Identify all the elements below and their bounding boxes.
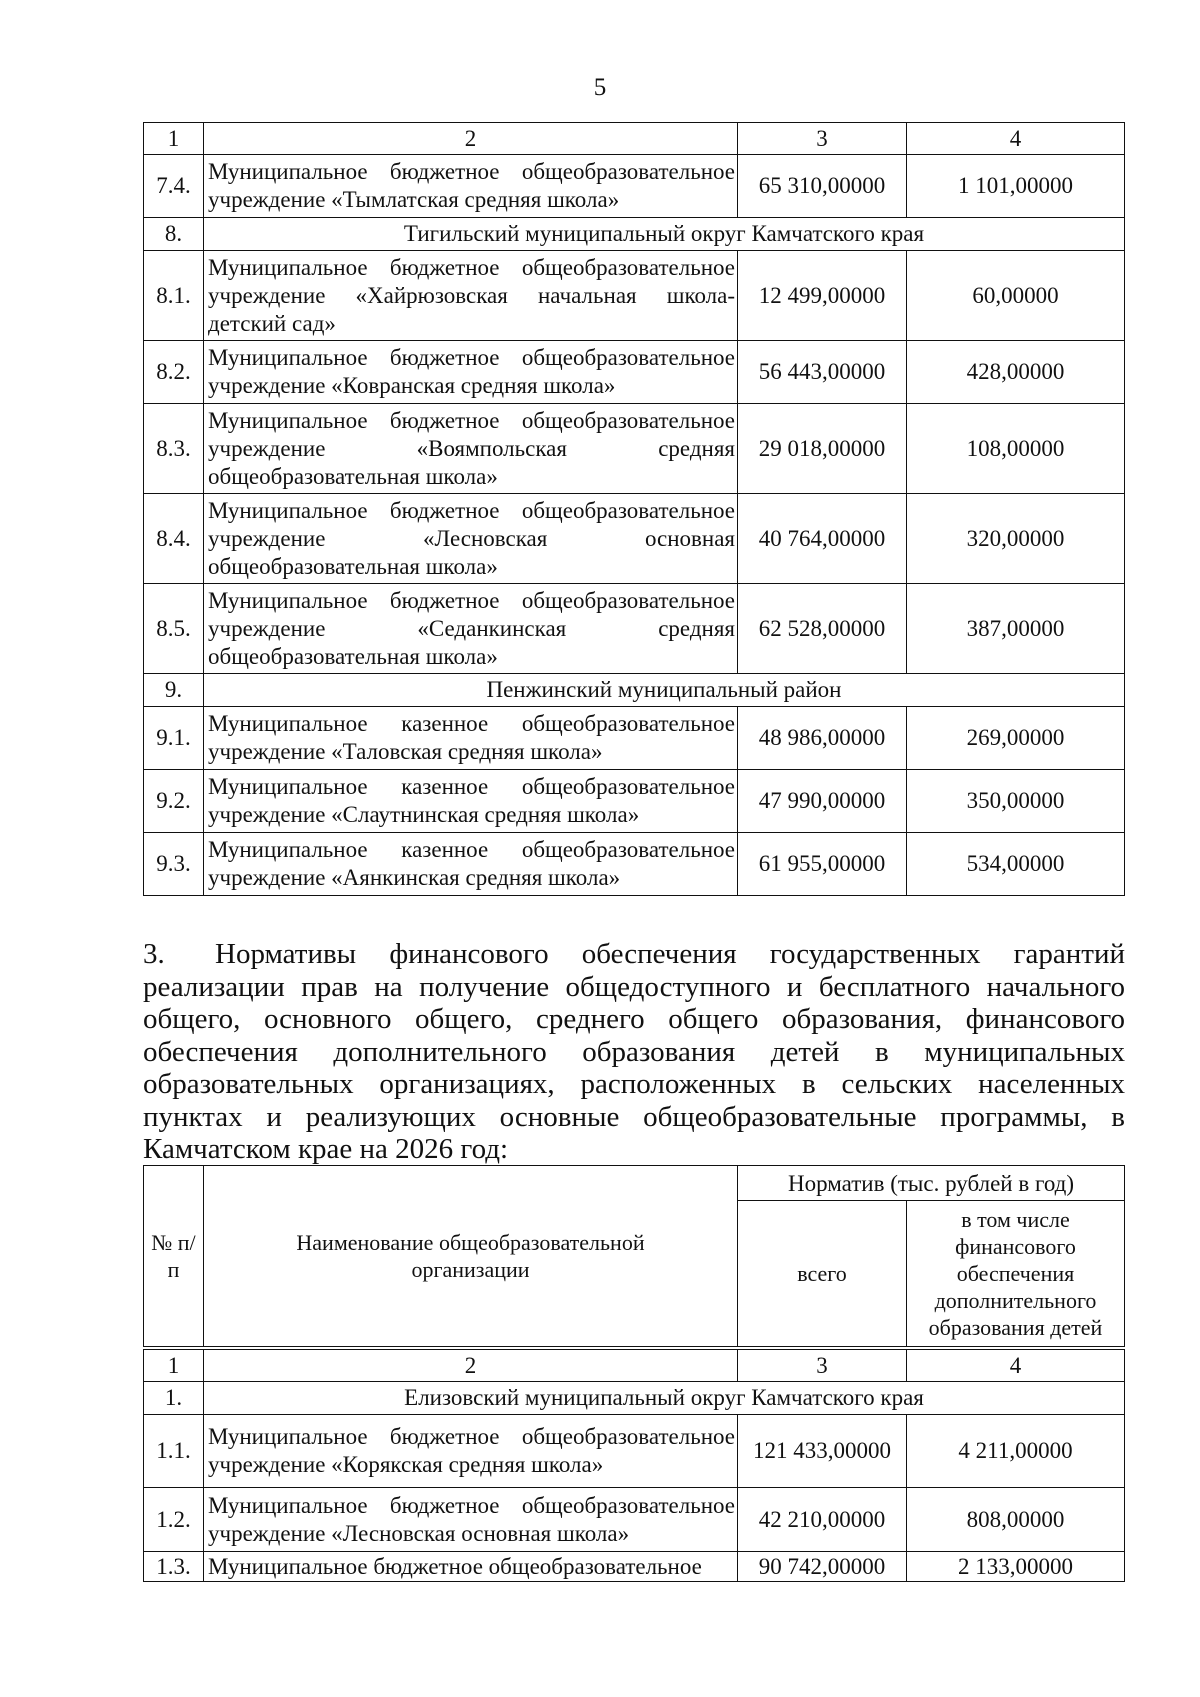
organization-name: Муниципальное казенное общеобразовательное учреждение «Аянкинская средняя школа» (204, 833, 738, 896)
column-number: 3 (738, 123, 907, 155)
row-number: 1.2. (144, 1488, 204, 1552)
column-number-row (144, 123, 1125, 155)
column-number: 2 (204, 123, 738, 155)
section-3-paragraph (143, 938, 1125, 1166)
header-name: Наименование общеобразовательной организации (204, 1166, 738, 1347)
normative-total: 56 443,00000 (738, 341, 907, 404)
norms-table-header (143, 1165, 1125, 1347)
header-number: № п/п (144, 1166, 204, 1347)
row-number: 9.3. (144, 833, 204, 896)
organization-name: Муниципальное бюджетное общеобразовательное (204, 1552, 738, 1582)
row-number: 7.4. (144, 155, 204, 218)
organization-name: Муниципальное бюджетное общеобразовательное учреждение «Хайрюзовская начальная школа-детский сад» (204, 251, 738, 341)
header-total: всего (738, 1201, 907, 1347)
section-title: Тигильский муниципальный округ Камчатского края (204, 218, 1125, 251)
normative-total: 90 742,00000 (738, 1552, 907, 1582)
table-row (144, 404, 1125, 494)
column-number: 4 (907, 123, 1125, 155)
row-number: 8.2. (144, 341, 204, 404)
table-row (144, 833, 1125, 896)
table-row (144, 1552, 1125, 1582)
header-extra: в том числе финансового обеспечения дополнительного образования детей (907, 1201, 1125, 1347)
table-row (144, 1488, 1125, 1552)
normative-additional-education: 534,00000 (907, 833, 1125, 896)
normative-additional-education: 108,00000 (907, 404, 1125, 494)
section-title: Пенжинский муниципальный район (204, 674, 1125, 707)
row-number: 8.5. (144, 584, 204, 674)
column-number: 4 (907, 1350, 1125, 1382)
row-number: 8. (144, 218, 204, 251)
normative-total: 47 990,00000 (738, 770, 907, 833)
normative-additional-education: 350,00000 (907, 770, 1125, 833)
row-number: 9.1. (144, 707, 204, 770)
row-number: 1.1. (144, 1415, 204, 1488)
normative-additional-education: 2 133,00000 (907, 1552, 1125, 1582)
section-title: Елизовский муниципальный округ Камчатского края (204, 1382, 1125, 1415)
table-row (144, 1415, 1125, 1488)
organization-name: Муниципальное бюджетное общеобразовательное учреждение «Воямпольская средняя общеобразовательная школа» (204, 404, 738, 494)
normative-total: 61 955,00000 (738, 833, 907, 896)
table-row (144, 341, 1125, 404)
page-number: 5 (593, 74, 607, 101)
table-row (144, 770, 1125, 833)
row-number: 1. (144, 1382, 204, 1415)
column-number: 3 (738, 1350, 907, 1382)
normative-additional-education: 269,00000 (907, 707, 1125, 770)
normative-additional-education: 387,00000 (907, 584, 1125, 674)
row-number: 9.2. (144, 770, 204, 833)
table-row (144, 584, 1125, 674)
row-number: 9. (144, 674, 204, 707)
organization-name: Муниципальное бюджетное общеобразовательное учреждение «Лесновская основная общеобразовательная школа» (204, 494, 738, 584)
section-row (144, 674, 1125, 707)
normative-additional-education: 1 101,00000 (907, 155, 1125, 218)
row-number: 8.3. (144, 404, 204, 494)
table-row (144, 251, 1125, 341)
organization-name: Муниципальное бюджетное общеобразовательное учреждение «Седанкинская средняя общеобразовательная школа» (204, 584, 738, 674)
row-number: 8.4. (144, 494, 204, 584)
normative-total: 65 310,00000 (738, 155, 907, 218)
row-number: 8.1. (144, 251, 204, 341)
normative-additional-education: 320,00000 (907, 494, 1125, 584)
normative-total: 29 018,00000 (738, 404, 907, 494)
organization-name: Муниципальное бюджетное общеобразовательное учреждение «Тымлатская средняя школа» (204, 155, 738, 218)
organization-name: Муниципальное бюджетное общеобразовательное учреждение «Корякская средняя школа» (204, 1415, 738, 1488)
paragraph-text: Нормативы финансового обеспечения государственных гарантий реализации прав на получение общедоступного и бесплатного начального общего, основного общего, среднего общего образования, финансового обеспечения дополнительного образования детей в муниципальных образовательных организациях, расположенных в сельских населенных пунктах и реализующих основные общеобразовательные программы, в Камчатском крае на 2026 год: (143, 938, 1125, 1165)
section-row (144, 1382, 1125, 1415)
normative-total: 12 499,00000 (738, 251, 907, 341)
column-number: 1 (144, 123, 204, 155)
normative-additional-education: 808,00000 (907, 1488, 1125, 1552)
normative-additional-education: 4 211,00000 (907, 1415, 1125, 1488)
column-number: 1 (144, 1350, 204, 1382)
normative-additional-education: 428,00000 (907, 341, 1125, 404)
normative-total: 40 764,00000 (738, 494, 907, 584)
column-number-row (144, 1350, 1125, 1382)
organization-name: Муниципальное казенное общеобразовательное учреждение «Таловская средняя школа» (204, 707, 738, 770)
organization-name: Муниципальное бюджетное общеобразовательное учреждение «Ковранская средняя школа» (204, 341, 738, 404)
normative-total: 48 986,00000 (738, 707, 907, 770)
paragraph-number: 3. (143, 938, 165, 970)
table-row (144, 494, 1125, 584)
normative-total: 42 210,00000 (738, 1488, 907, 1552)
row-number: 1.3. (144, 1552, 204, 1582)
normative-additional-education: 60,00000 (907, 251, 1125, 341)
organization-name: Муниципальное казенное общеобразовательное учреждение «Слаутнинская средняя школа» (204, 770, 738, 833)
table-row (144, 707, 1125, 770)
table-row (144, 155, 1125, 218)
norms-table-continued (143, 122, 1125, 896)
section-row (144, 218, 1125, 251)
column-number: 2 (204, 1350, 738, 1382)
normative-total: 121 433,00000 (738, 1415, 907, 1488)
norms-table (143, 1349, 1125, 1582)
header-normative: Норматив (тыс. рублей в год) (738, 1166, 1125, 1201)
normative-total: 62 528,00000 (738, 584, 907, 674)
organization-name: Муниципальное бюджетное общеобразовательное учреждение «Лесновская основная школа» (204, 1488, 738, 1552)
